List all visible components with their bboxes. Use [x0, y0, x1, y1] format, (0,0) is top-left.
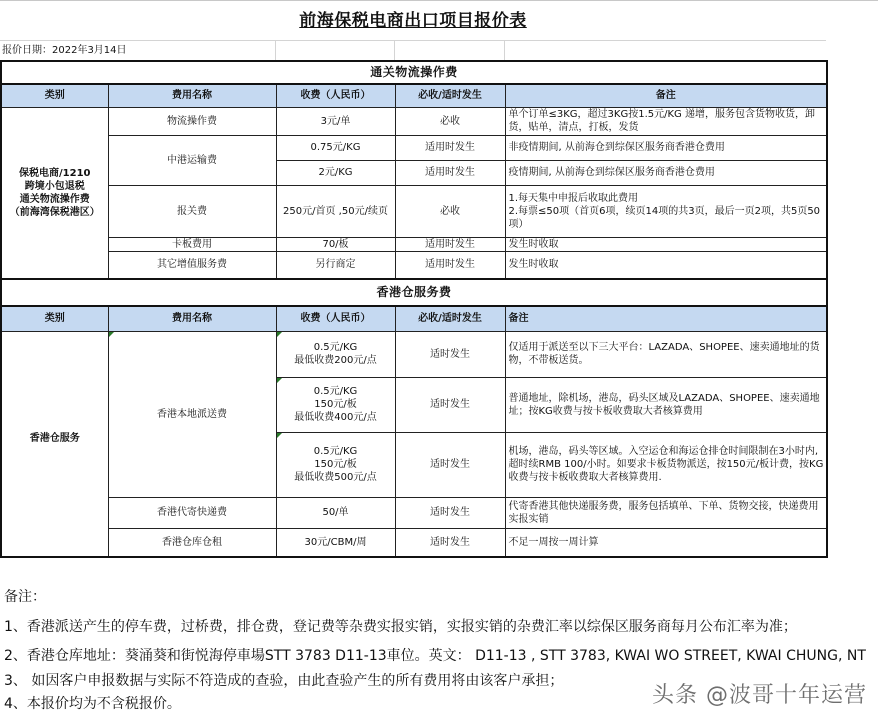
col-header-note: 备注 — [505, 306, 827, 331]
table-row — [1, 185, 827, 237]
fee-type: 适时发生 — [395, 432, 505, 497]
category-line: （前海湾保税港区） — [9, 206, 100, 218]
fee-note: 普通地址，除机场，港岛，码头区域及LAZADA、SHOPEE、速卖通地址；按KG收费与按卡板收费取大者核算费用 — [505, 377, 827, 432]
fee-amount: 2元/KG — [276, 160, 395, 185]
fee-note: 发生时收取 — [505, 237, 827, 251]
fee-amount — [276, 377, 395, 432]
quote-date: 报价日期：2022年3月14日 — [2, 45, 127, 56]
fee-type: 适用时发生 — [395, 251, 505, 279]
remark-item: 2、香港仓库地址：葵涌葵和街悦海停車場STT 3783 D11-13車位。英文： D11-13 , STT 3783, KWAI WO STREET, KWAI CHUNG, NT — [4, 648, 866, 664]
fee-amount: 250元/首页 ,50元/续页 — [276, 185, 395, 237]
table-row — [1, 251, 827, 279]
fee-type: 适用时发生 — [395, 160, 505, 185]
fee-type: 适用时发生 — [395, 237, 505, 251]
fee-amount — [276, 331, 395, 377]
grid-divider — [394, 41, 395, 61]
fee-type: 适用时发生 — [395, 135, 505, 160]
fee-note: 疫情期间, 从前海仓到综保区服务商香港仓费用 — [505, 160, 827, 185]
table-row — [1, 331, 827, 377]
hk-warehouse-table — [0, 278, 828, 558]
fee-name: 卡板费用 — [108, 237, 276, 251]
note-line: 2.每票≤50项（首页6项，续页14项的共3页，最后一页2项，共5页50项） — [508, 205, 821, 230]
fee-type: 适时发生 — [395, 497, 505, 528]
fee-line: 0.5元/KG — [313, 342, 358, 353]
fee-line: 0.5元/KG — [313, 446, 358, 457]
section-title: 通关物流操作费 — [1, 61, 827, 84]
fee-line: 最低收费200元/点 — [294, 355, 377, 366]
fee-type: 必收 — [395, 107, 505, 135]
fee-note: 机场，港岛，码头等区域。入空运仓和海运仓排仓时间限制在3小时内, 超时续RMB 100/小时。如要求卡板货物派送，按150元/板计费，按KG收费与按卡板收费取大者核算费用. — [505, 432, 827, 497]
section-title-row — [1, 279, 827, 306]
remark-item: 3、 如因客户申报数据与实际不符造成的查验，由此查验产生的所有费用将由该客户承担； — [4, 673, 564, 689]
col-header-fee: 收费（人民币） — [276, 84, 395, 107]
fee-amount: 3元/单 — [276, 107, 395, 135]
fee-line: 最低收费500元/点 — [294, 472, 377, 483]
note-line: 1.每天集中申报后收取此费用 — [508, 192, 639, 204]
fee-amount: 70/板 — [276, 237, 395, 251]
fee-note: 非疫情期间, 从前海仓到综保区服务商香港仓费用 — [505, 135, 827, 160]
fee-type: 适时发生 — [395, 528, 505, 557]
fee-amount: 另行商定 — [276, 251, 395, 279]
grid-divider — [275, 41, 276, 61]
category-cell — [1, 107, 108, 279]
watermark: 头条 @波哥十年运营 — [652, 683, 867, 708]
table-row — [1, 107, 827, 135]
col-header-fee-name: 费用名称 — [108, 306, 276, 331]
fee-note: 仅适用于派送至以下三大平台：LAZADA、SHOPEE、速卖通地址的货物，不带板送货。 — [505, 331, 827, 377]
fee-amount: 50/单 — [276, 497, 395, 528]
fee-name: 香港代寄快递费 — [108, 497, 276, 528]
fee-line: 150元/板 — [314, 399, 357, 410]
fee-amount: 0.75元/KG — [276, 135, 395, 160]
fee-name: 中港运输费 — [108, 135, 276, 185]
fee-name: 香港本地派送费 — [108, 331, 276, 497]
fee-type: 适时发生 — [395, 331, 505, 377]
page-title: 前海保税电商出口项目报价表 — [299, 11, 527, 31]
fee-name: 物流操作费 — [108, 107, 276, 135]
section-title: 香港仓服务费 — [1, 279, 827, 306]
section-title-row — [1, 61, 827, 84]
fee-note: 单个订单≤3KG，超过3KG按1.5元/KG 递增，服务包含货物收货，卸货，贴单，清点，打板，发货 — [505, 107, 827, 135]
grid-divider — [504, 41, 505, 61]
category-line: 保税电商/1210 — [19, 167, 91, 179]
remarks-heading: 备注： — [4, 589, 46, 605]
table-row — [1, 237, 827, 251]
fee-amount — [276, 432, 395, 497]
header-row — [1, 84, 827, 107]
fee-name: 其它增值服务费 — [108, 251, 276, 279]
col-header-type: 必收/适时发生 — [395, 306, 505, 331]
col-header-fee-name: 费用名称 — [108, 84, 276, 107]
remark-item: 4、本报价均为不含税报价。 — [4, 696, 181, 712]
customs-logistics-table — [0, 60, 828, 280]
fee-name: 香港仓库仓租 — [108, 528, 276, 557]
table-row — [1, 528, 827, 557]
fee-note: 不足一周按一周计算 — [505, 528, 827, 557]
fee-note: 发生时收取 — [505, 251, 827, 279]
col-header-category: 类别 — [1, 306, 108, 331]
fee-note: 代寄香港其他快递服务费，服务包括填单、下单、货物交接，快递费用实报实销 — [505, 497, 827, 528]
fee-name: 报关费 — [108, 185, 276, 237]
fee-note — [505, 185, 827, 237]
category-line: 跨境小包退税 — [24, 180, 85, 192]
table-row — [1, 497, 827, 528]
fee-line: 最低收费400元/点 — [294, 412, 377, 423]
remark-item: 1、香港派送产生的停车费，过桥费，排仓费，登记费等杂费实报实销，实报实销的杂费汇率以综保区服务商每月公布汇率为准； — [4, 619, 797, 635]
fee-line: 150元/板 — [314, 459, 357, 470]
col-header-note: 备注 — [505, 84, 827, 107]
category-cell: 香港仓服务 — [1, 331, 108, 557]
col-header-type: 必收/适时发生 — [395, 84, 505, 107]
quote-date-row — [0, 40, 826, 61]
fee-type: 适时发生 — [395, 377, 505, 432]
category-line: 通关物流操作费 — [19, 193, 90, 205]
col-header-fee: 收费（人民币） — [276, 306, 395, 331]
fee-amount: 30元/CBM/周 — [276, 528, 395, 557]
fee-line: 0.5元/KG — [313, 386, 358, 397]
table-row — [1, 135, 827, 160]
fee-type: 必收 — [395, 185, 505, 237]
col-header-category: 类别 — [1, 84, 108, 107]
header-row — [1, 306, 827, 331]
